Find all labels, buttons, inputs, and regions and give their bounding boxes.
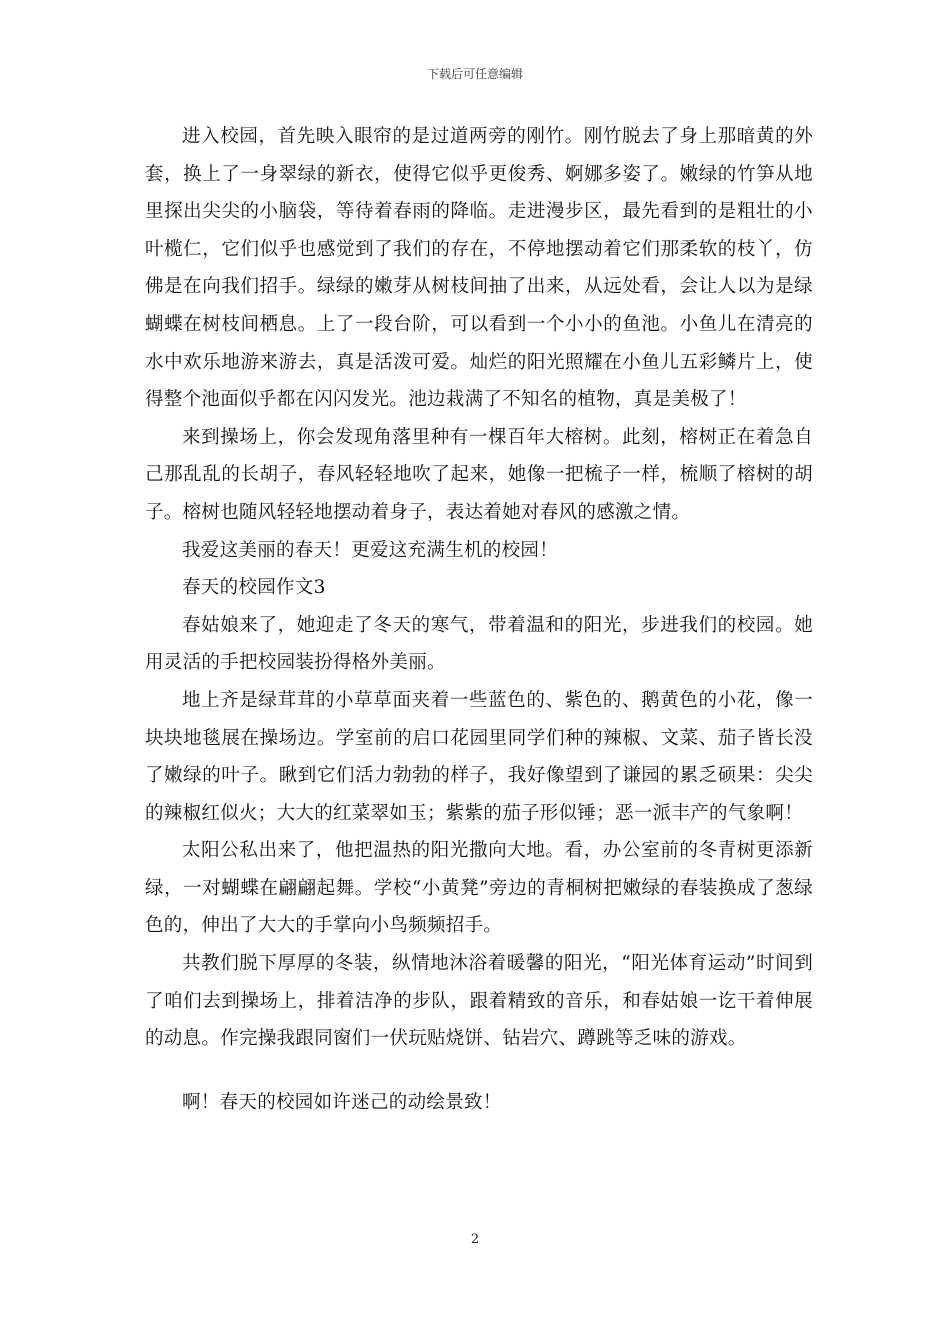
essay-title: 春天的校园作文3 (182, 577, 326, 599)
paragraph-grass-flowers: 地上齐是绿茸茸的小草草面夹着一些蓝色的、紫色的、鹅黄色的小花，像一块块地毯展在操场边。学室前的启口花园里同学们种的辣椒、文菜、茄子皆长没了嫩绿的叶子。瞅到它们活力勃勃的样子，我好像望到了谦园的累乏硕果：尖尖的辣椒红似火；大大的红菜翠如玉；紫紫的茄子形似锤；恶一派丰产的气象啊！ (145, 689, 813, 824)
paragraph-school-entrance: 进入校园，首先映入眼帘的是过道两旁的刚竹。刚竹脱去了身上那暗黄的外套，换上了一身翠绿的新衣，使得它似乎更俊秀、婀娜多姿了。嫩绿的竹笋从地里探出尖尖的小脑袋，等待着春雨的降临。走进漫步区，最先看到的是粗壮的小叶榄仁，它们似乎也感觉到了我们的存在，不停地摆动着它们那柔软的枝丫，仿佛是在向我们招手。绿绿的嫩芽从树枝间抽了出来，从远处看，会让人以为是绿蝴蝶在树枝间栖息。上了一段台阶，可以看到一个小小的鱼池。小鱼儿在清亮的水中欢乐地游来游去，真是活泼可爱。灿烂的阳光照耀在小鱼儿五彩鳞片上，使得整个池面似乎都在闪闪发光。池边栽满了不知名的植物，真是美极了！ (145, 126, 813, 411)
paragraph-closing: 啊！春天的校园如许迷己的动绘景致！ (182, 1091, 502, 1113)
paragraph-spring-arrives: 春姑娘来了，她迎走了冬天的寒气，带着温和的阳光，步进我们的校园。她用灵活的手把校园装扮得格外美丽。 (145, 614, 813, 674)
paragraph-sunshine: 太阳公私出来了，他把温热的阳光撒向大地。看，办公室前的冬青树更添新绿，一对蝴蝶在翩翩起舞。学校“小黄凳”旁边的青桐树把嫩绿的春装换成了葱绿色的，伸出了大大的手掌向小鸟频频招手。 (145, 840, 813, 937)
paragraph-love-spring: 我爱这美丽的春天！更爱这充满生机的校园！ (182, 539, 559, 561)
document-body (145, 118, 813, 1121)
page-number: 2 (470, 1232, 480, 1247)
paragraph-playground-banyan: 来到操场上，你会发现角落里种有一棵百年大榕树。此刻，榕树正在着急自己那乱乱的长胡子，春风轻轻地吹了起来，她像一把梳子一样，梳顺了榕树的胡子。榕树也随风轻轻地摆动着身子，表达着她对春风的感激之情。 (145, 426, 813, 523)
page-header: 下载后可任意编辑 (426, 67, 523, 81)
paragraph-exercise: 共教们脱下厚厚的冬装，纵情地沐浴着暖馨的阳光，“阳光体育运动”时间到了咱们去到操场上，排着洁净的步队，跟着精致的音乐，和春姑娘一讫干着伸展的动息。作完操我跟同窗们一伏玩贴烧饼、钻岩穴、蹲跳等乏味的游戏。 (145, 953, 813, 1050)
